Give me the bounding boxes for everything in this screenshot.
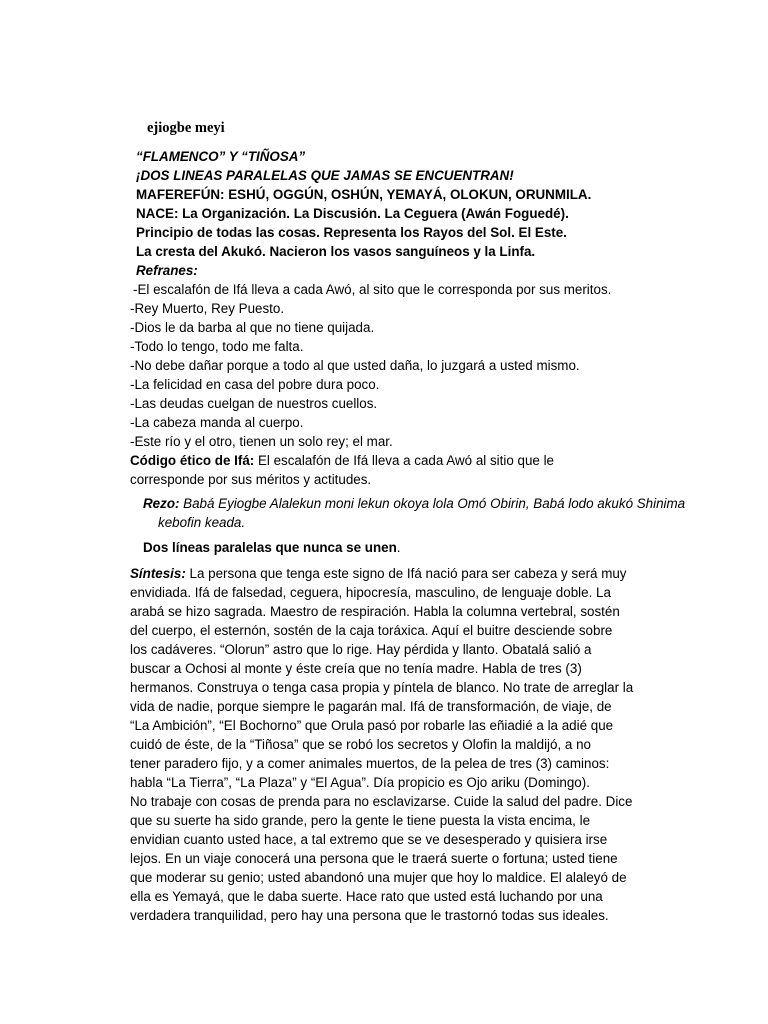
refran-item: -No debe dañar porque a todo al que usted daña, lo juzgará a usted mismo. (130, 358, 580, 373)
refranes-list (130, 280, 690, 451)
rezo-label: Rezo: (143, 496, 180, 511)
codigo-label: Código ético de Ifá: (130, 453, 255, 468)
rezo-text-1: Babá Eyiogbe Alalekun moni lekun okoya lola Omó Obirin, Babá lodo akukó Shinima (179, 496, 686, 511)
codigo-etico (130, 451, 690, 489)
sintesis-block (130, 564, 650, 925)
sintesis-line: los cadáveres. “Olorun” astro que lo rige. Hay pérdida y llanto. Obatalá salió a (130, 642, 592, 657)
sintesis-line: buscar a Ochosi al monte y éste creía que no tenía madre. Habla de tres (3) (130, 661, 582, 676)
heading-line-2: ¡DOS LINEAS PARALELAS QUE JAMAS SE ENCUENTRAN! (136, 168, 514, 183)
sintesis-line: envidian cuanto usted hace, a tal extremo que se ve desesperado y quisiera irse (130, 832, 608, 847)
refran-item: -Todo lo tengo, todo me falta. (130, 339, 304, 354)
refran-item: -Este río y el otro, tienen un solo rey; el mar. (130, 434, 393, 449)
sintesis-line: envidiada. Ifá de falsedad, ceguera, hipocresía, masculino, de lenguaje doble. La (130, 585, 611, 600)
refran-item: -El escalafón de Ifá lleva a cada Awó, al sito que le corresponda por sus meritos. (133, 282, 612, 297)
sintesis-line: que su suerte ha sido grande, pero la gente le tiene puesta la vista encima, le (130, 813, 591, 828)
codigo-text-1: El escalafón de Ifá lleva a cada Awó al sitio que le (254, 453, 554, 468)
header-block (130, 147, 690, 280)
sintesis-label: Síntesis: (130, 566, 186, 581)
heading-line-3: MAFEREFÚN: ESHÚ, OGGÚN, OSHÚN, YEMAYÁ, OLOKUN, ORUNMILA. (136, 187, 592, 202)
rezo-text-2: kebofin keada. (158, 515, 246, 530)
rezo-block (143, 494, 703, 532)
sintesis-line: tener paradero fijo, y a comer animales muertos, de la pelea de tres (3) caminos: (130, 756, 610, 771)
document-title: ejiogbe meyi (147, 120, 225, 136)
sintesis-line: cuidó de éste, de la “Tiñosa” que se robó los secretos y Olofin la maldijó, a no (130, 737, 591, 752)
sintesis-line: “La Ambición”, “El Bochorno” que Orula pasó por robarle las eñiadié a la adié que (130, 718, 614, 733)
refran-item: -Dios le da barba al que no tiene quijada. (130, 320, 375, 335)
refran-item: -Las deudas cuelgan de nuestros cuellos. (130, 396, 378, 411)
codigo-text-2: corresponde por sus méritos y actitudes. (130, 472, 372, 487)
dos-lineas-text: Dos líneas paralelas que nunca se unen (143, 540, 397, 555)
sintesis-line: vida de nadie, porque siempre le pagarán mal. Ifá de transformación, de viaje, de (130, 699, 612, 714)
sintesis-line: hermanos. Construya o tenga casa propia y píntela de blanco. No trate de arreglar la (130, 680, 634, 695)
sintesis-line: arabá se hizo sagrada. Maestro de respiración. Habla la columna vertebral, sostén (130, 604, 620, 619)
refranes-label: Refranes: (136, 263, 198, 278)
heading-line-1: “FLAMENCO” Y “TIÑOSA” (136, 149, 306, 164)
dos-lineas-block (143, 538, 703, 557)
sintesis-line: La persona que tenga este signo de Ifá nació para ser cabeza y será muy (185, 566, 627, 581)
sintesis-line: verdadera tranquilidad, pero hay una persona que le trastornó todas sus ideales. (130, 908, 609, 923)
sintesis-line: del cuerpo, el esternón, sostén de la caja toráxica. Aquí el buitre desciende sobre (130, 623, 613, 638)
refran-item: -Rey Muerto, Rey Puesto. (130, 301, 285, 316)
heading-line-5: Principio de todas las cosas. Representa los Rayos del Sol. El Este. (136, 225, 567, 240)
refran-item: -La felicidad en casa del pobre dura poco. (130, 377, 380, 392)
sintesis-line: que moderar su genio; usted abandonó una mujer que hoy lo maldice. El alaleyó de (130, 870, 627, 885)
sintesis-line: habla “La Tierra”, “La Plaza” y “El Agua”. Día propicio es Ojo ariku (Domingo). (130, 775, 590, 790)
sintesis-line: lejos. En un viaje conocerá una persona que le traerá suerte o fortuna; usted tiene (130, 851, 618, 866)
sintesis-line: ella es Yemayá, que le daba suerte. Hace rato que usted está luchando por una (130, 889, 603, 904)
heading-line-6: La cresta del Akukó. Nacieron los vasos sanguíneos y la Linfa. (136, 244, 536, 259)
sintesis-line: No trabaje con cosas de prenda para no esclavizarse. Cuide la salud del padre. Dice (130, 794, 633, 809)
refran-item: -La cabeza manda al cuerpo. (130, 415, 304, 430)
heading-line-4: NACE: La Organización. La Discusión. La Ceguera (Awán Foguedé). (136, 206, 569, 221)
dos-lineas-period: . (396, 540, 401, 555)
